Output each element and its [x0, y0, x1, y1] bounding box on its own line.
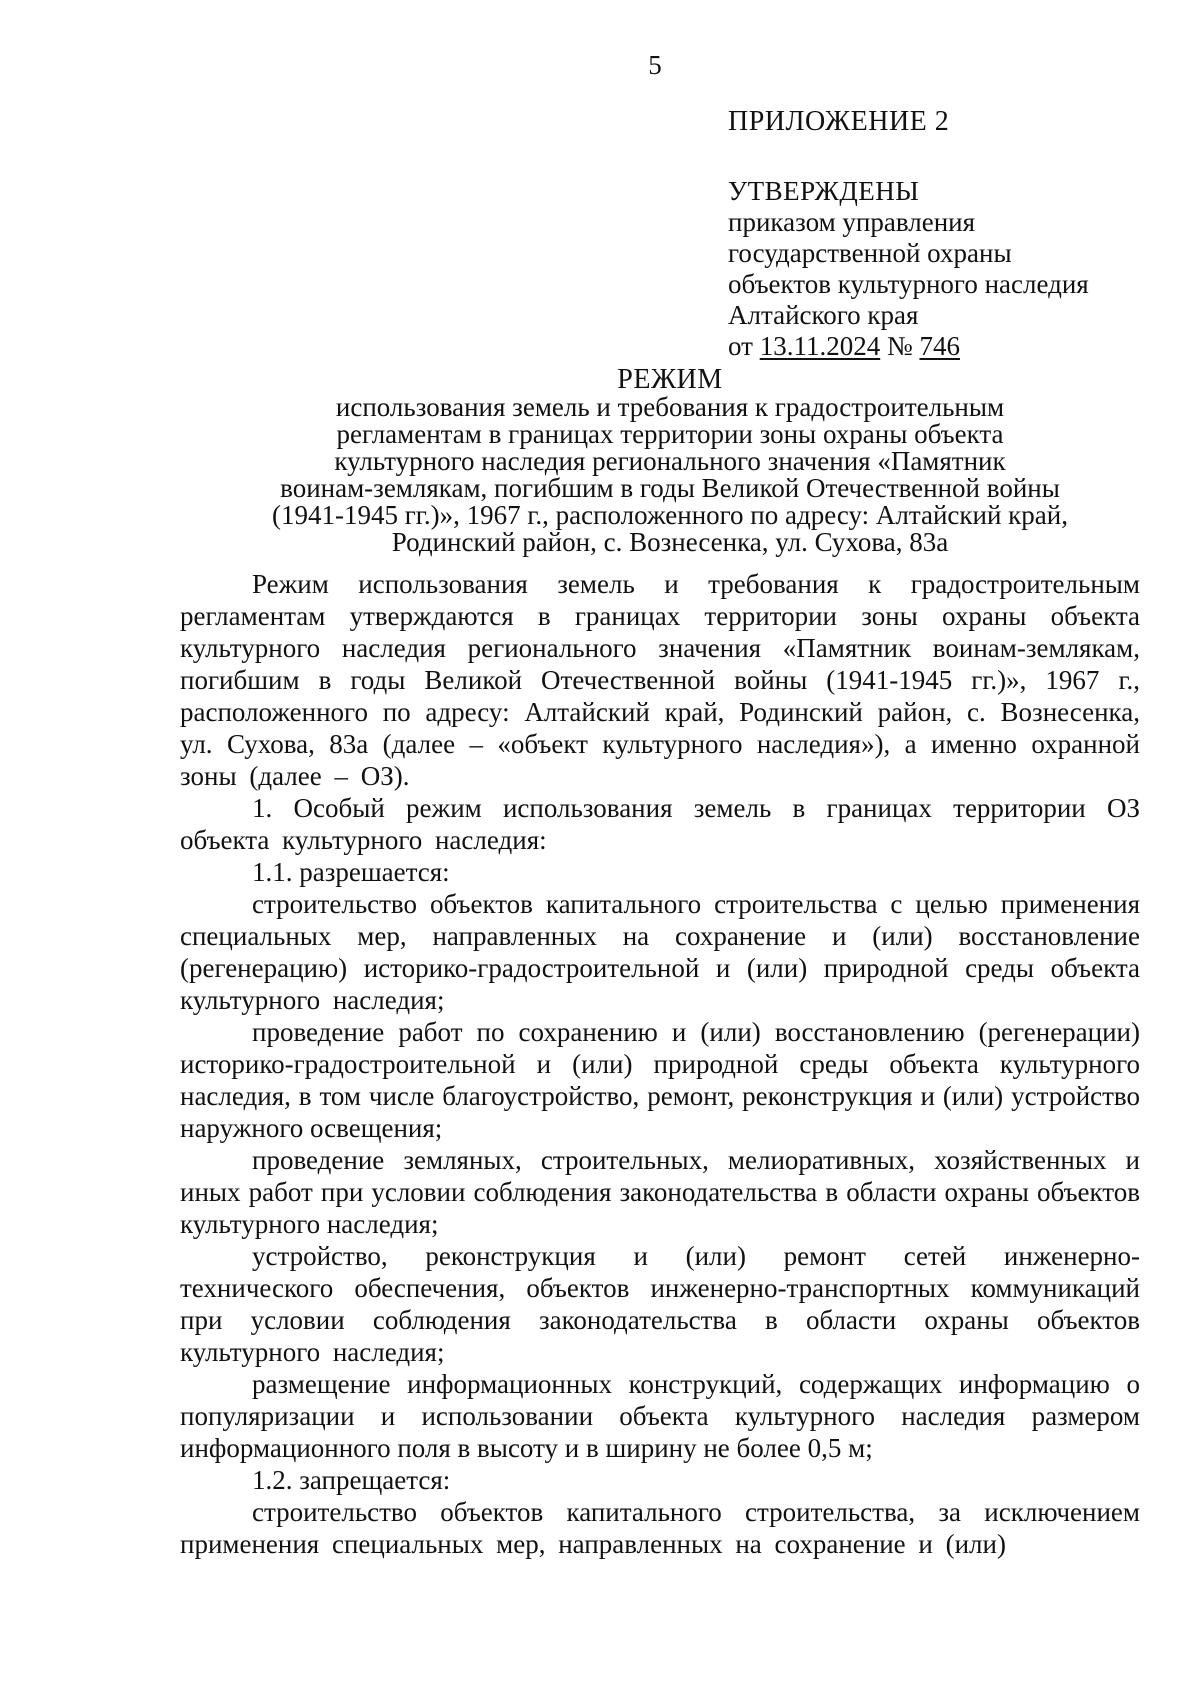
- subsection-heading: 1.2. запрещается:: [252, 1465, 451, 1495]
- approval-date-line: [728, 331, 1089, 362]
- list-paragraph: проведение работ по сохранению и (или) восстановлению (регенерации) историко-градостроительной и (или) природной среды объекта культурного наследия, в том числе благоустройство, ремонт, реконструкция и (или) устройство наружного освещения;: [180, 1017, 1140, 1143]
- approval-line: государственной охраны: [728, 238, 1012, 268]
- title-line: использования земель и требования к градостроительным: [335, 392, 1005, 422]
- order-number: 746: [919, 331, 960, 361]
- approval-line: Алтайского края: [728, 300, 919, 330]
- intro-paragraph: Режим использования земель и требования к градостроительным регламентам утверждаются в границах территории зоны охраны объекта культурного наследия регионального значения «Памятник воинам-землякам, погибшим в годы Великой Отечественной войны (1941-1945 гг.)», 1967 г., расположенного по адресу: Алтайский край, Родинский район, с. Вознесенка, ул. Сухова, 83а (далее – «объект культурного наследия»), а именно охранной зоны (далее – ОЗ).: [180, 569, 1140, 791]
- approval-block: [728, 176, 1089, 362]
- subsection-heading: 1.1. разрешается:: [252, 857, 450, 887]
- section-paragraph: 1. Особый режим использования земель в границах территории ОЗ объекта культурного наследия:: [180, 793, 1140, 855]
- title-line: (1941-1945 гг.)», 1967 г., расположенного по адресу: Алтайский край,: [272, 500, 1068, 530]
- appendix-label: ПРИЛОЖЕНИЕ 2: [728, 106, 950, 137]
- list-paragraph: проведение земляных, строительных, мелиоративных, хозяйственных и иных работ при условии соблюдения законодательства в области охраны объектов культурного наследия;: [180, 1145, 1140, 1239]
- list-paragraph: строительство объектов капитального строительства, за исключением применения специальных мер, направленных на сохранение и (или): [180, 1497, 1140, 1559]
- document-title: [180, 366, 1160, 556]
- title-line: культурного наследия регионального значения «Памятник: [334, 446, 1006, 476]
- title-line: Родинский район, с. Вознесенка, ул. Сухова, 83а: [391, 527, 949, 557]
- list-paragraph: строительство объектов капитального строительства с целью применения специальных мер, направленных на сохранение и (или) восстановление (регенерацию) историко-градостроительной и (или) природной среды объекта культурного наследия;: [180, 889, 1140, 1015]
- title-line: регламентам в границах территории зоны охраны объекта: [336, 419, 1004, 449]
- order-date: 13.11.2024: [759, 331, 881, 361]
- title-heading: РЕЖИМ: [617, 364, 723, 395]
- list-paragraph: устройство, реконструкция и (или) ремонт сетей инженерно-технического обеспечения, объектов инженерно-транспортных коммуникаций при условии соблюдения законодательства в области охраны объектов культурного наследия;: [180, 1241, 1140, 1367]
- list-paragraph: размещение информационных конструкций, содержащих информацию о популяризации и использовании объекта культурного наследия размером информационного поля в высоту и в ширину не более 0,5 м;: [180, 1369, 1140, 1463]
- document-body: [180, 568, 1140, 1560]
- approval-title: УТВЕРЖДЕНЫ: [728, 176, 920, 206]
- approval-line: объектов культурного наследия: [728, 269, 1089, 299]
- number-prefix: №: [880, 331, 920, 361]
- date-prefix: от: [728, 331, 760, 361]
- title-line: воинам-землякам, погибшим в годы Великой Отечественной войны: [280, 473, 1060, 503]
- page-number: 5: [648, 50, 662, 80]
- approval-line: приказом управления: [728, 207, 976, 237]
